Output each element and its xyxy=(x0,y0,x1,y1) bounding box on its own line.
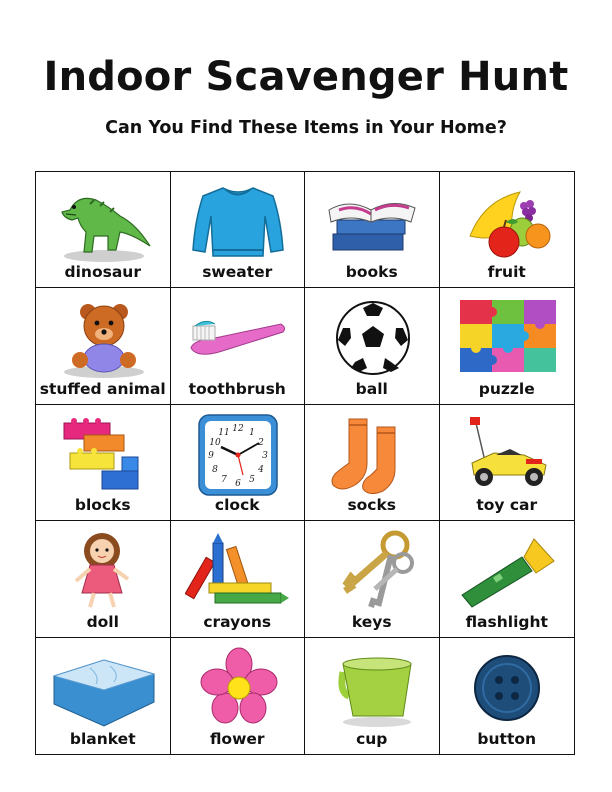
item-label: fruit xyxy=(487,263,526,282)
item-cell-flashlight xyxy=(440,521,575,637)
item-cell-dinosaur xyxy=(36,172,171,288)
item-label: keys xyxy=(351,612,392,631)
item-label: stuffed animal xyxy=(39,379,166,398)
item-label: button xyxy=(477,730,537,748)
item-cell-puzzle xyxy=(440,288,575,404)
item-label: blocks xyxy=(74,496,131,515)
svg-text:1: 1 xyxy=(248,427,255,438)
blocks-icon xyxy=(50,413,156,497)
item-cell-clock xyxy=(171,405,306,521)
svg-text:11: 11 xyxy=(217,427,230,438)
item-cell-ball xyxy=(305,288,440,404)
page-subtitle: Can You Find These Items in Your Home? xyxy=(105,118,507,138)
item-cell-blocks xyxy=(36,405,171,521)
svg-text:6: 6 xyxy=(234,478,241,489)
item-cell-flower xyxy=(171,638,306,754)
teddy-bear-icon xyxy=(50,296,156,380)
item-label: ball xyxy=(355,379,388,398)
item-cell-button xyxy=(440,638,575,754)
item-label: crayons xyxy=(203,612,272,631)
svg-text:4: 4 xyxy=(257,464,264,475)
svg-text:10: 10 xyxy=(208,437,221,448)
flower-icon xyxy=(185,646,291,730)
cup-icon xyxy=(319,646,425,730)
item-label: socks xyxy=(347,496,397,515)
item-cell-keys xyxy=(305,521,440,637)
item-cell-fruit xyxy=(440,172,575,288)
svg-text:12: 12 xyxy=(231,423,244,434)
item-label: puzzle xyxy=(478,379,535,398)
item-label: dinosaur xyxy=(64,263,141,282)
item-label: toothbrush xyxy=(188,379,286,398)
crayons-icon xyxy=(185,529,291,613)
svg-text:3: 3 xyxy=(261,450,268,461)
clock-icon xyxy=(185,413,291,497)
button-icon xyxy=(454,646,560,730)
books-icon xyxy=(319,180,425,264)
item-label: flashlight xyxy=(465,612,548,631)
dinosaur-icon xyxy=(50,180,156,264)
item-label: toy car xyxy=(476,496,538,515)
socks-icon xyxy=(319,413,425,497)
svg-text:9: 9 xyxy=(207,450,214,461)
item-cell-crayons xyxy=(171,521,306,637)
svg-text:7: 7 xyxy=(220,474,227,485)
blanket-icon xyxy=(50,646,156,730)
fruit-icon xyxy=(454,180,560,264)
flashlight-icon xyxy=(454,529,560,613)
sweater-icon xyxy=(185,180,291,264)
item-label: books xyxy=(345,263,398,282)
soccer-ball-icon xyxy=(319,296,425,380)
page-title: Indoor Scavenger Hunt xyxy=(43,54,569,100)
item-cell-blanket xyxy=(36,638,171,754)
puzzle-icon xyxy=(454,296,560,380)
item-label: sweater xyxy=(202,263,273,282)
item-label: cup xyxy=(356,730,388,748)
item-cell-doll xyxy=(36,521,171,637)
svg-text:2: 2 xyxy=(257,437,264,448)
item-cell-socks xyxy=(305,405,440,521)
toothbrush-icon xyxy=(185,296,291,380)
toy-car-icon xyxy=(454,413,560,497)
item-cell-cup xyxy=(305,638,440,754)
item-cell-stuffed-animal xyxy=(36,288,171,404)
scavenger-grid xyxy=(35,171,575,755)
item-label: doll xyxy=(86,612,119,631)
item-cell-toy-car xyxy=(440,405,575,521)
svg-text:5: 5 xyxy=(248,474,255,485)
item-label: clock xyxy=(214,496,260,515)
item-label: blanket xyxy=(69,730,136,748)
item-label: flower xyxy=(209,730,265,748)
svg-text:8: 8 xyxy=(211,464,218,475)
item-cell-toothbrush xyxy=(171,288,306,404)
keys-icon xyxy=(319,529,425,613)
item-cell-sweater xyxy=(171,172,306,288)
doll-icon xyxy=(50,529,156,613)
item-cell-books xyxy=(305,172,440,288)
